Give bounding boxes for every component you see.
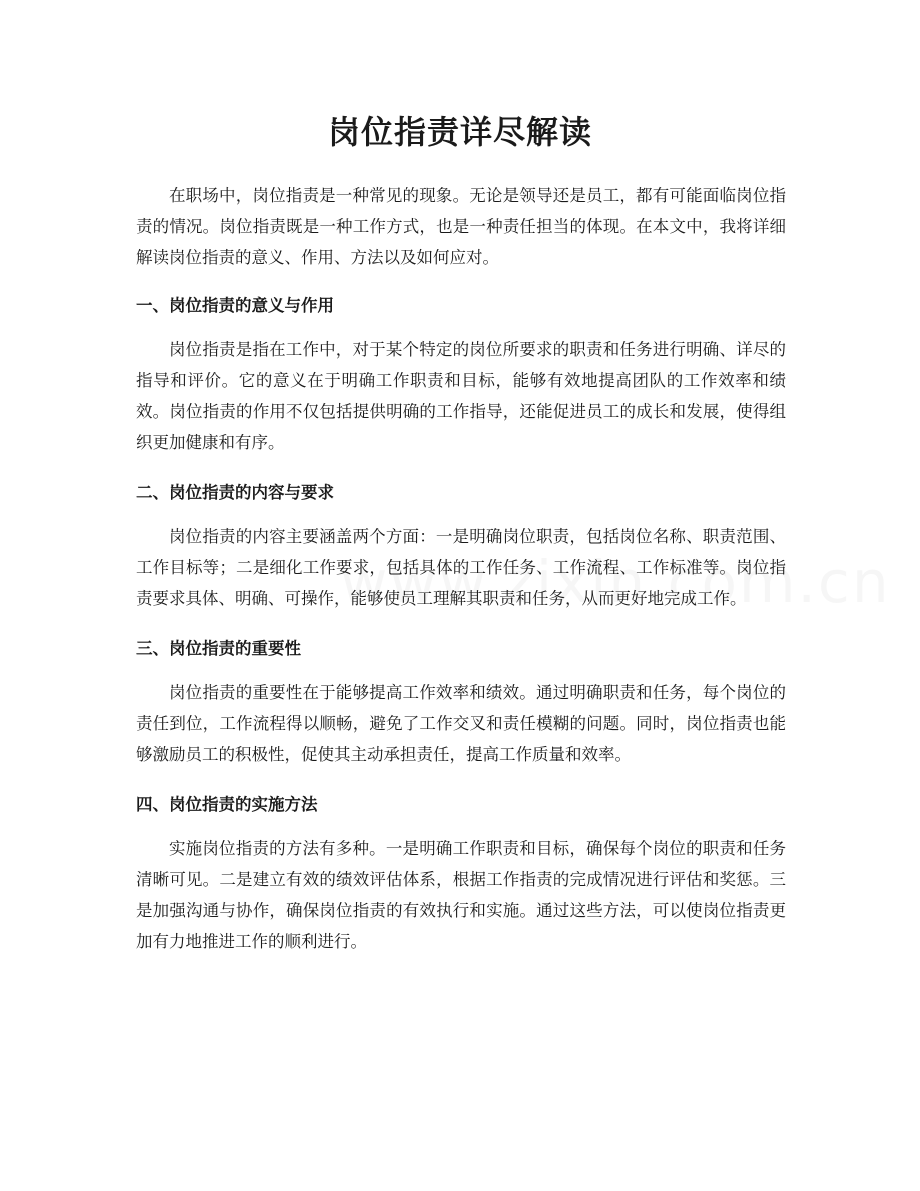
section-body-4: 实施岗位指责的方法有多种。一是明确工作职责和目标，确保每个岗位的职责和任务清晰可见。二是建立有效的绩效评估体系，根据工作指责的完成情况进行评估和奖惩。三是加强沟通与协作，确保岗位指责的有效执行和实施。通过这些方法，可以使岗位指责更加有力地推进工作的顺利进行。 (136, 839, 786, 951)
section-heading-1: 一、岗位指责的意义与作用 (136, 296, 334, 315)
section-body-1: 岗位指责是指在工作中，对于某个特定的岗位所要求的职责和任务进行明确、详尽的指导和评价。它的意义在于明确工作职责和目标，能够有效地提高团队的工作效率和绩效。岗位指责的作用不仅包括提供明确的工作指导，还能促进员工的成长和发展，使得组织更加健康和有序。 (136, 340, 786, 452)
section-heading-4: 四、岗位指责的实施方法 (136, 795, 318, 814)
section-heading-3: 三、岗位指责的重要性 (136, 639, 301, 658)
section-heading-2: 二、岗位指责的内容与要求 (136, 483, 334, 502)
document-body (136, 180, 786, 957)
section-body-2: 岗位指责的内容主要涵盖两个方面：一是明确岗位职责，包括岗位名称、职责范围、工作目标等；二是细化工作要求，包括具体的工作任务、工作流程、工作标准等。岗位指责要求具体、明确、可操作，能够使员工理解其职责和任务，从而更好地完成工作。 (136, 527, 786, 608)
page-title: 岗位指责详尽解读 (327, 113, 592, 151)
intro-paragraph: 在职场中，岗位指责是一种常见的现象。无论是领导还是员工，都有可能面临岗位指责的情况。岗位指责既是一种工作方式，也是一种责任担当的体现。在本文中，我将详细解读岗位指责的意义、作用、方法以及如何应对。 (136, 186, 786, 267)
section-body-3: 岗位指责的重要性在于能够提高工作效率和绩效。通过明确职责和任务，每个岗位的责任到位，工作流程得以顺畅，避免了工作交叉和责任模糊的问题。同时，岗位指责也能够激励员工的积极性，促使其主动承担责任，提高工作质量和效率。 (136, 683, 786, 764)
